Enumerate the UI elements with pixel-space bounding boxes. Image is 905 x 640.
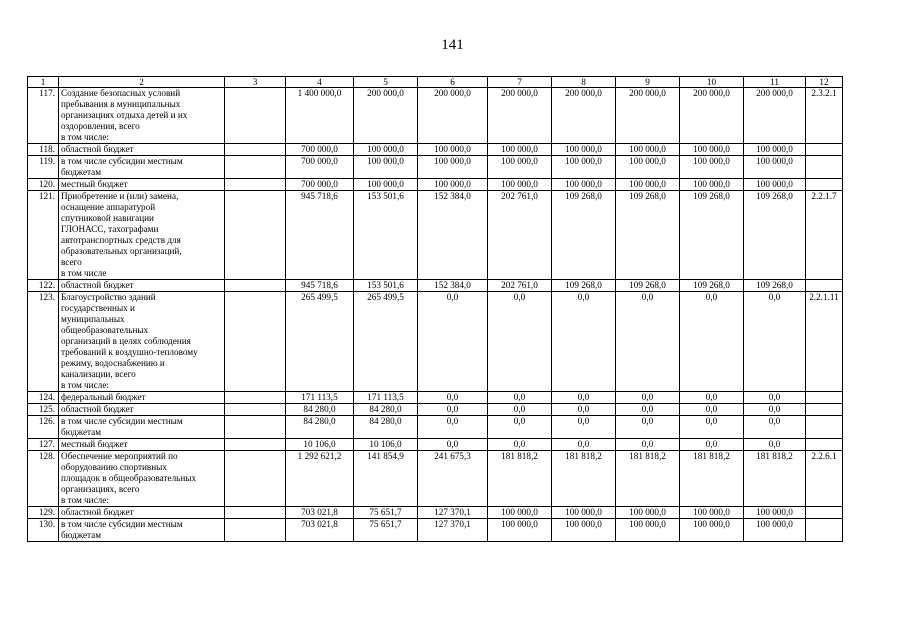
value-cell: 0,0: [418, 416, 488, 439]
description-line: в том числе:: [61, 380, 109, 390]
description-line: местный бюджет: [61, 179, 128, 189]
value-cell: 0,0: [418, 439, 488, 451]
value-cell: 200 000,0: [616, 88, 680, 144]
value-cell: 945 718,6: [286, 191, 354, 280]
row-number: 118.: [28, 144, 59, 156]
header-cell: 6: [418, 77, 488, 88]
row-description: [59, 280, 225, 292]
description-line: в том числе субсидии местным: [61, 416, 183, 426]
row-code: [806, 416, 843, 439]
value-cell: 0,0: [680, 392, 744, 404]
value-cell: 700 000,0: [286, 179, 354, 191]
table-row: [28, 191, 843, 280]
row-number: 124.: [28, 392, 59, 404]
value-cell: 265 499,5: [354, 292, 418, 392]
row-code: 2.2.1.11: [806, 292, 843, 392]
row-number: 127.: [28, 439, 59, 451]
value-cell: 0,0: [552, 416, 616, 439]
value-cell: 127 370,1: [418, 507, 488, 519]
value-cell: 181 818,2: [488, 451, 552, 507]
value-cell: [225, 280, 286, 292]
value-cell: [225, 292, 286, 392]
value-cell: 0,0: [680, 439, 744, 451]
value-cell: 100 000,0: [680, 156, 744, 179]
value-cell: 100 000,0: [744, 156, 806, 179]
description-line: оздоровления, всего: [61, 121, 140, 131]
description-line: образовательных организаций,: [61, 246, 182, 256]
value-cell: 0,0: [418, 404, 488, 416]
value-cell: 100 000,0: [616, 519, 680, 542]
row-number: 130.: [28, 519, 59, 542]
value-cell: 75 651,7: [354, 507, 418, 519]
row-number: 123.: [28, 292, 59, 392]
value-cell: 700 000,0: [286, 144, 354, 156]
value-cell: 84 280,0: [286, 404, 354, 416]
row-description: [59, 519, 225, 542]
description-line: бюджетам: [61, 167, 102, 177]
value-cell: 241 675,3: [418, 451, 488, 507]
description-line: федеральный бюджет: [61, 392, 146, 402]
value-cell: 0,0: [616, 439, 680, 451]
value-cell: 109 268,0: [616, 280, 680, 292]
value-cell: 0,0: [616, 292, 680, 392]
value-cell: 100 000,0: [744, 519, 806, 542]
row-number: 117.: [28, 88, 59, 144]
description-line: областной бюджет: [61, 404, 134, 414]
row-description: [59, 439, 225, 451]
value-cell: 100 000,0: [488, 519, 552, 542]
description-line: Создание безопасных условий: [61, 88, 181, 98]
header-cell: 1: [28, 77, 59, 88]
value-cell: 141 854,9: [354, 451, 418, 507]
row-description: [59, 451, 225, 507]
row-description: [59, 392, 225, 404]
table-body: [28, 77, 843, 542]
value-cell: 0,0: [680, 416, 744, 439]
header-cell: 2: [59, 77, 225, 88]
value-cell: 84 280,0: [354, 416, 418, 439]
value-cell: 153 501,6: [354, 191, 418, 280]
value-cell: 100 000,0: [616, 156, 680, 179]
description-line: в том числе субсидии местным: [61, 156, 183, 166]
description-line: областной бюджет: [61, 280, 134, 290]
value-cell: 100 000,0: [616, 179, 680, 191]
value-cell: 181 818,2: [616, 451, 680, 507]
value-cell: 0,0: [552, 392, 616, 404]
row-number: 129.: [28, 507, 59, 519]
value-cell: 1 292 621,2: [286, 451, 354, 507]
value-cell: 200 000,0: [354, 88, 418, 144]
value-cell: 152 384,0: [418, 280, 488, 292]
row-code: [806, 156, 843, 179]
description-line: Приобретение и (или) замена,: [61, 191, 179, 201]
row-number: 126.: [28, 416, 59, 439]
description-line: областной бюджет: [61, 144, 134, 154]
value-cell: 100 000,0: [616, 144, 680, 156]
description-line: всего: [61, 257, 82, 267]
value-cell: 0,0: [488, 416, 552, 439]
value-cell: 703 021,8: [286, 519, 354, 542]
table-row: [28, 88, 843, 144]
description-line: муниципальных: [61, 314, 125, 324]
value-cell: 0,0: [744, 416, 806, 439]
row-description: [59, 88, 225, 144]
description-line: пребывания в муниципальных: [61, 99, 181, 109]
value-cell: 153 501,6: [354, 280, 418, 292]
description-line: в том числе субсидии местным: [61, 519, 183, 529]
value-cell: 100 000,0: [552, 179, 616, 191]
description-line: ГЛОНАСС, тахографами: [61, 224, 159, 234]
row-description: [59, 404, 225, 416]
value-cell: 100 000,0: [744, 179, 806, 191]
value-cell: 0,0: [488, 404, 552, 416]
value-cell: 0,0: [616, 404, 680, 416]
header-cell: 5: [354, 77, 418, 88]
value-cell: [225, 392, 286, 404]
value-cell: 0,0: [488, 392, 552, 404]
row-description: [59, 156, 225, 179]
value-cell: [225, 156, 286, 179]
header-cell: 3: [225, 77, 286, 88]
table-row: [28, 451, 843, 507]
value-cell: 0,0: [418, 392, 488, 404]
header-cell: 10: [680, 77, 744, 88]
description-line: спутниковой навигации: [61, 213, 154, 223]
table-row: [28, 404, 843, 416]
value-cell: 84 280,0: [286, 416, 354, 439]
description-line: в том числе: [61, 268, 107, 278]
value-cell: 10 106,0: [286, 439, 354, 451]
value-cell: [225, 144, 286, 156]
description-line: бюджетам: [61, 427, 102, 437]
value-cell: 100 000,0: [552, 156, 616, 179]
value-cell: 200 000,0: [552, 88, 616, 144]
value-cell: [225, 191, 286, 280]
table-row: [28, 280, 843, 292]
description-line: организациях, всего: [61, 484, 140, 494]
value-cell: 200 000,0: [418, 88, 488, 144]
value-cell: [225, 416, 286, 439]
value-cell: 181 818,2: [680, 451, 744, 507]
table-row: [28, 292, 843, 392]
value-cell: 0,0: [552, 439, 616, 451]
row-number: 120.: [28, 179, 59, 191]
table-row: [28, 144, 843, 156]
row-code: [806, 392, 843, 404]
value-cell: 109 268,0: [680, 191, 744, 280]
value-cell: 100 000,0: [354, 156, 418, 179]
header-cell: 9: [616, 77, 680, 88]
value-cell: 109 268,0: [552, 280, 616, 292]
table-row: [28, 416, 843, 439]
description-line: канализации, всего: [61, 369, 136, 379]
value-cell: 100 000,0: [418, 156, 488, 179]
value-cell: 100 000,0: [418, 144, 488, 156]
value-cell: 109 268,0: [552, 191, 616, 280]
header-cell: 4: [286, 77, 354, 88]
description-line: государственных и: [61, 303, 135, 313]
description-line: оснащение аппаратурой: [61, 202, 156, 212]
row-code: [806, 404, 843, 416]
row-code: [806, 144, 843, 156]
value-cell: 100 000,0: [418, 179, 488, 191]
description-line: площадок в общеобразовательных: [61, 473, 197, 483]
value-cell: 0,0: [744, 404, 806, 416]
value-cell: 181 818,2: [552, 451, 616, 507]
value-cell: [225, 179, 286, 191]
value-cell: 0,0: [488, 292, 552, 392]
value-cell: 202 761,0: [488, 280, 552, 292]
value-cell: 700 000,0: [286, 156, 354, 179]
value-cell: 0,0: [552, 292, 616, 392]
header-cell: 11: [744, 77, 806, 88]
page-number: 141: [441, 37, 464, 53]
description-line: Обеспечение мероприятий по: [61, 451, 178, 461]
description-line: требований к воздушно-тепловому: [61, 347, 198, 357]
value-cell: 100 000,0: [744, 144, 806, 156]
value-cell: 127 370,1: [418, 519, 488, 542]
value-cell: 100 000,0: [744, 507, 806, 519]
row-description: [59, 191, 225, 280]
value-cell: 100 000,0: [680, 144, 744, 156]
row-number: 128.: [28, 451, 59, 507]
value-cell: 100 000,0: [552, 519, 616, 542]
value-cell: [225, 88, 286, 144]
description-line: организациях отдыха детей и их: [61, 110, 188, 120]
row-code: [806, 519, 843, 542]
value-cell: 945 718,6: [286, 280, 354, 292]
table-row: [28, 439, 843, 451]
row-description: [59, 292, 225, 392]
row-number: 122.: [28, 280, 59, 292]
value-cell: 100 000,0: [680, 519, 744, 542]
budget-table: [27, 76, 843, 542]
description-line: режиму, водоснабжению и: [61, 358, 165, 368]
header-cell: 8: [552, 77, 616, 88]
row-number: 119.: [28, 156, 59, 179]
value-cell: 100 000,0: [488, 156, 552, 179]
description-line: в том числе:: [61, 495, 109, 505]
description-line: бюджетам: [61, 530, 102, 540]
row-code: 2.2.1.7: [806, 191, 843, 280]
header-cell: 7: [488, 77, 552, 88]
value-cell: 0,0: [616, 416, 680, 439]
value-cell: 171 113,5: [286, 392, 354, 404]
value-cell: 109 268,0: [744, 280, 806, 292]
value-cell: [225, 451, 286, 507]
row-code: [806, 507, 843, 519]
row-description: [59, 179, 225, 191]
value-cell: 84 280,0: [354, 404, 418, 416]
description-line: общеобразовательных: [61, 325, 149, 335]
description-line: в том числе:: [61, 132, 109, 142]
table-row: [28, 519, 843, 542]
row-code: 2.2.6.1: [806, 451, 843, 507]
row-description: [59, 507, 225, 519]
value-cell: 100 000,0: [354, 179, 418, 191]
row-code: [806, 179, 843, 191]
table-row: [28, 156, 843, 179]
value-cell: 100 000,0: [680, 179, 744, 191]
value-cell: 265 499,5: [286, 292, 354, 392]
value-cell: 0,0: [552, 404, 616, 416]
description-line: организаций в целях соблюдения: [61, 336, 191, 346]
description-line: местный бюджет: [61, 439, 128, 449]
value-cell: [225, 519, 286, 542]
value-cell: 100 000,0: [488, 507, 552, 519]
value-cell: 0,0: [488, 439, 552, 451]
value-cell: 0,0: [744, 392, 806, 404]
value-cell: 100 000,0: [616, 507, 680, 519]
row-description: [59, 416, 225, 439]
value-cell: 200 000,0: [680, 88, 744, 144]
value-cell: 0,0: [744, 439, 806, 451]
description-line: Благоустройство зданий: [61, 292, 156, 302]
row-number: 125.: [28, 404, 59, 416]
row-code: [806, 439, 843, 451]
value-cell: [225, 404, 286, 416]
table-row: [28, 507, 843, 519]
value-cell: 0,0: [680, 292, 744, 392]
value-cell: 109 268,0: [616, 191, 680, 280]
value-cell: 100 000,0: [680, 507, 744, 519]
description-line: оборудованию спортивных: [61, 462, 167, 472]
description-line: автотранспортных средств для: [61, 235, 181, 245]
value-cell: 200 000,0: [744, 88, 806, 144]
value-cell: 152 384,0: [418, 191, 488, 280]
value-cell: 1 400 000,0: [286, 88, 354, 144]
row-description: [59, 144, 225, 156]
value-cell: 202 761,0: [488, 191, 552, 280]
description-line: областной бюджет: [61, 507, 134, 517]
value-cell: 200 000,0: [488, 88, 552, 144]
row-code: 2.3.2.1: [806, 88, 843, 144]
value-cell: 703 021,8: [286, 507, 354, 519]
table-header-row: [28, 77, 843, 88]
value-cell: 0,0: [680, 404, 744, 416]
value-cell: 0,0: [744, 292, 806, 392]
value-cell: 100 000,0: [354, 144, 418, 156]
value-cell: 171 113,5: [354, 392, 418, 404]
row-code: [806, 280, 843, 292]
value-cell: 100 000,0: [552, 507, 616, 519]
value-cell: 10 106,0: [354, 439, 418, 451]
value-cell: 100 000,0: [552, 144, 616, 156]
value-cell: 100 000,0: [488, 144, 552, 156]
value-cell: 75 651,7: [354, 519, 418, 542]
header-cell: 12: [806, 77, 843, 88]
value-cell: [225, 439, 286, 451]
value-cell: [225, 507, 286, 519]
value-cell: 100 000,0: [488, 179, 552, 191]
value-cell: 109 268,0: [680, 280, 744, 292]
table-row: [28, 392, 843, 404]
value-cell: 109 268,0: [744, 191, 806, 280]
value-cell: 0,0: [616, 392, 680, 404]
value-cell: 181 818,2: [744, 451, 806, 507]
table-row: [28, 179, 843, 191]
value-cell: 0,0: [418, 292, 488, 392]
row-number: 121.: [28, 191, 59, 280]
